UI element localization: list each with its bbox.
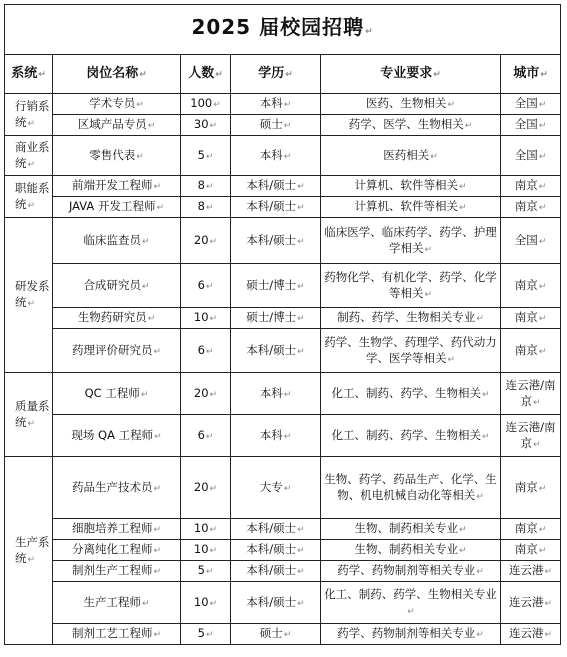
major-cell: 计算机、软件等相关↵ [321, 197, 501, 218]
header-system: 系统↵ [5, 55, 53, 94]
table-row [5, 115, 561, 136]
education-cell: 硕士↵ [231, 115, 321, 136]
education-cell: 本科↵ [231, 94, 321, 115]
count-cell: 10↵ [181, 519, 231, 540]
major-cell: 药物化学、有机化学、药学、化学等相关↵ [321, 264, 501, 308]
table-row [5, 197, 561, 218]
city-cell: 全国↵ [501, 115, 561, 136]
major-cell: 医药相关↵ [321, 136, 501, 176]
table-row [5, 457, 561, 519]
major-cell: 化工、制药、药学、生物相关专业↵ [321, 582, 501, 624]
table-row [5, 415, 561, 457]
city-cell: 南京↵ [501, 540, 561, 561]
major-cell: 化工、制药、药学、生物相关↵ [321, 415, 501, 457]
count-cell: 8↵ [181, 176, 231, 197]
education-cell: 本科/硕士↵ [231, 540, 321, 561]
city-cell: 连云港/南京↵ [501, 415, 561, 457]
header-major: 专业要求↵ [321, 55, 501, 94]
table-header-row [5, 55, 561, 94]
position-cell: 制剂工艺工程师↵ [53, 624, 181, 645]
position-cell: 药品生产技术员↵ [53, 457, 181, 519]
major-cell: 医药、生物相关↵ [321, 94, 501, 115]
count-cell: 5↵ [181, 624, 231, 645]
table-row [5, 561, 561, 582]
city-cell: 全国↵ [501, 136, 561, 176]
major-cell: 化工、制药、药学、生物相关↵ [321, 373, 501, 415]
category-commerce: 商业系统↵ [5, 136, 53, 176]
table-row [5, 264, 561, 308]
major-cell: 制药、药学、生物相关专业↵ [321, 308, 501, 329]
table-row [5, 540, 561, 561]
position-cell: 生产工程师↵ [53, 582, 181, 624]
position-cell: 生物药研究员↵ [53, 308, 181, 329]
category-function: 职能系统↵ [5, 176, 53, 218]
education-cell: 本科↵ [231, 415, 321, 457]
education-cell: 硕士/博士↵ [231, 264, 321, 308]
header-position: 岗位名称↵ [53, 55, 181, 94]
position-cell: 前端开发工程师↵ [53, 176, 181, 197]
category-rnd: 研发系统↵ [5, 218, 53, 373]
position-cell: 药理评价研究员↵ [53, 329, 181, 373]
education-cell: 本科/硕士↵ [231, 329, 321, 373]
education-cell: 本科/硕士↵ [231, 582, 321, 624]
city-cell: 全国↵ [501, 218, 561, 264]
table-row [5, 176, 561, 197]
count-cell: 20↵ [181, 218, 231, 264]
position-cell: 临床监查员↵ [53, 218, 181, 264]
table-title: 2025 届校园招聘↵ [5, 5, 561, 55]
position-cell: 零售代表↵ [53, 136, 181, 176]
position-cell: 制剂生产工程师↵ [53, 561, 181, 582]
count-cell: 100↵ [181, 94, 231, 115]
major-cell: 生物、制药相关专业↵ [321, 540, 501, 561]
table-row [5, 329, 561, 373]
table-row [5, 136, 561, 176]
position-cell: 合成研究员↵ [53, 264, 181, 308]
table-row [5, 519, 561, 540]
city-cell: 连云港/南京↵ [501, 373, 561, 415]
count-cell: 10↵ [181, 540, 231, 561]
major-cell: 药学、医学、生物相关↵ [321, 115, 501, 136]
count-cell: 30↵ [181, 115, 231, 136]
city-cell: 南京↵ [501, 176, 561, 197]
position-cell: 学术专员↵ [53, 94, 181, 115]
table-row [5, 308, 561, 329]
city-cell: 南京↵ [501, 308, 561, 329]
education-cell: 本科/硕士↵ [231, 519, 321, 540]
count-cell: 5↵ [181, 136, 231, 176]
count-cell: 20↵ [181, 457, 231, 519]
major-cell: 计算机、软件等相关↵ [321, 176, 501, 197]
position-cell: 分离纯化工程师↵ [53, 540, 181, 561]
category-marketing: 行销系统↵ [5, 94, 53, 136]
city-cell: 连云港↵ [501, 582, 561, 624]
position-cell: 细胞培养工程师↵ [53, 519, 181, 540]
position-cell: 现场 QA 工程师↵ [53, 415, 181, 457]
education-cell: 本科/硕士↵ [231, 197, 321, 218]
city-cell: 连云港↵ [501, 624, 561, 645]
category-production: 生产系统↵ [5, 457, 53, 645]
city-cell: 全国↵ [501, 94, 561, 115]
header-city: 城市↵ [501, 55, 561, 94]
position-cell: 区域产品专员↵ [53, 115, 181, 136]
count-cell: 8↵ [181, 197, 231, 218]
education-cell: 硕士↵ [231, 624, 321, 645]
education-cell: 本科↵ [231, 373, 321, 415]
header-count: 人数↵ [181, 55, 231, 94]
table-row [5, 582, 561, 624]
city-cell: 南京↵ [501, 329, 561, 373]
count-cell: 10↵ [181, 308, 231, 329]
city-cell: 南京↵ [501, 519, 561, 540]
table-row [5, 624, 561, 645]
category-quality: 质量系统↵ [5, 373, 53, 457]
position-cell: QC 工程师↵ [53, 373, 181, 415]
table-row [5, 373, 561, 415]
education-cell: 本科/硕士↵ [231, 218, 321, 264]
table-row [5, 94, 561, 115]
city-cell: 连云港↵ [501, 561, 561, 582]
city-cell: 南京↵ [501, 197, 561, 218]
education-cell: 硕士/博士↵ [231, 308, 321, 329]
count-cell: 10↵ [181, 582, 231, 624]
major-cell: 药学、药物制剂等相关专业↵ [321, 624, 501, 645]
count-cell: 6↵ [181, 415, 231, 457]
city-cell: 南京↵ [501, 264, 561, 308]
major-cell: 生物、药学、药品生产、化学、生物、机电机械自动化等相关↵ [321, 457, 501, 519]
city-cell: 南京↵ [501, 457, 561, 519]
major-cell: 临床医学、临床药学、药学、护理学相关↵ [321, 218, 501, 264]
position-cell: JAVA 开发工程师↵ [53, 197, 181, 218]
education-cell: 本科/硕士↵ [231, 176, 321, 197]
education-cell: 大专↵ [231, 457, 321, 519]
count-cell: 6↵ [181, 264, 231, 308]
education-cell: 本科/硕士↵ [231, 561, 321, 582]
count-cell: 5↵ [181, 561, 231, 582]
major-cell: 药学、生物学、药理学、药代动力学、医学等相关↵ [321, 329, 501, 373]
count-cell: 6↵ [181, 329, 231, 373]
recruitment-table [4, 4, 561, 645]
major-cell: 药学、药物制剂等相关专业↵ [321, 561, 501, 582]
count-cell: 20↵ [181, 373, 231, 415]
header-education: 学历↵ [231, 55, 321, 94]
major-cell: 生物、制药相关专业↵ [321, 519, 501, 540]
education-cell: 本科↵ [231, 136, 321, 176]
table-row [5, 218, 561, 264]
